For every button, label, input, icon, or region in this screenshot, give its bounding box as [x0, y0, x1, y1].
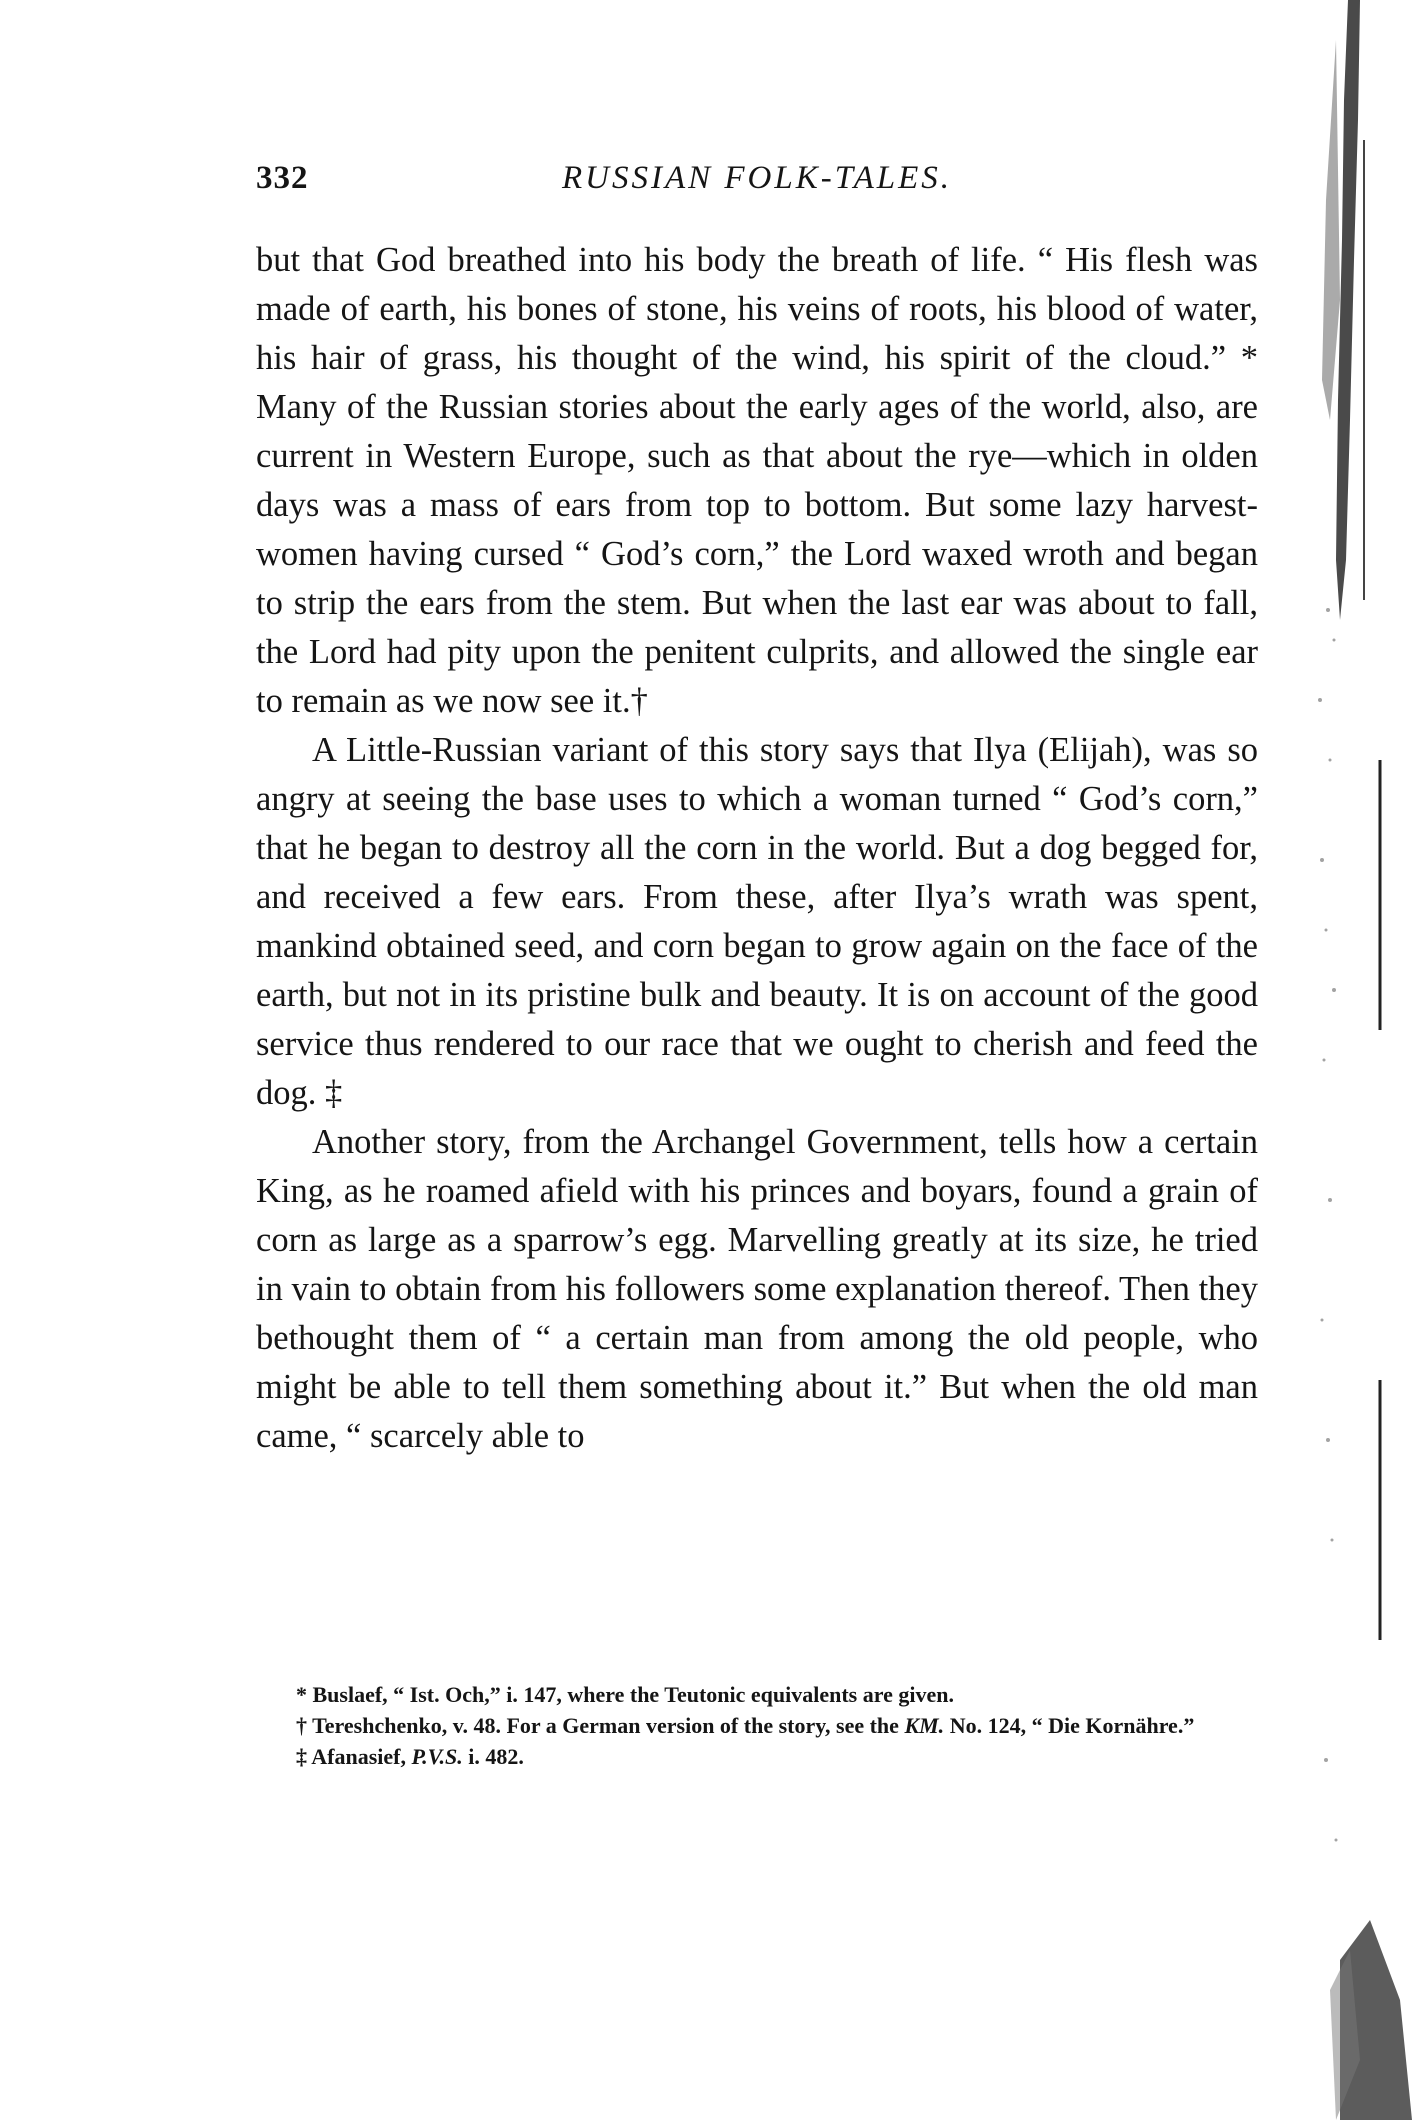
footnote-italic: KM. [904, 1713, 945, 1738]
page-number: 332 [256, 160, 309, 196]
footnote-text: i. 482. [462, 1744, 524, 1769]
page-header [256, 160, 1258, 210]
footnote-text: Buslaef, “ Ist. Och,” i. 147, where the Teutonic equivalents are given. [312, 1682, 954, 1707]
paragraph-2: A Little-Russian variant of this story says that Ilya (Elijah), was so angry at seeing the base uses to which a woman turned “ God’s corn,” that he began to destroy all the corn in the world. But a dog begged for, and received a few ears. From these, after Ilya’s wrath was spent, mankind obtained seed, and corn began to grow again on the face of the earth, but not in its pristine bulk and beauty. It is on account of the good service thus rendered to our race that we ought to cherish and feed the dog. ‡ [256, 731, 1258, 1112]
footnote-1 [256, 1679, 1258, 1710]
footnote-mark: * [296, 1682, 307, 1707]
footnote-2 [256, 1710, 1258, 1741]
footnote-text: No. 124, “ Die Kornähre.” [944, 1713, 1195, 1738]
paragraph-1: but that God breathed into his body the breath of life. “ His flesh was made of earth, his bones of stone, his veins of roots, his blood of water, his hair of grass, his thought of the wind, his spirit of the cloud.” * Many of the Russian stories about the early ages of the world, also, are current in Western Europe, such as that about the rye—which in olden days was a mass of ears from top to bottom. But some lazy harvest-women having cursed “ God’s corn,” the Lord waxed wroth and began to strip the ears from the stem. But when the last ear was about to fall, the Lord had pity upon the penitent culprits, and allowed the single ear to remain as we now see it.† [256, 241, 1258, 720]
footnotes [256, 1679, 1258, 1772]
paragraph-3: Another story, from the Archangel Government, tells how a certain King, as he roamed afield with his princes and boyars, found a grain of corn as large as a sparrow’s egg. Marvelling greatly at its size, he tried in vain to obtain from his followers some explanation thereof. Then they bethought them of “ a certain man from among the old people, who might be able to tell them something about it.” But when the old man came, “ scarcely able to [256, 1123, 1258, 1455]
footnote-italic: P.V.S. [411, 1744, 463, 1769]
footnote-mark: † [296, 1713, 307, 1738]
footnote-3 [256, 1741, 1258, 1772]
footnote-text: Tereshchenko, v. 48. For a German version of the story, see the [312, 1713, 905, 1738]
scan-edge-artifact [1300, 0, 1418, 2120]
footnote-text: Afanasief, [311, 1744, 412, 1769]
footnote-mark: ‡ [296, 1744, 307, 1769]
body-text [256, 236, 1258, 1461]
running-title: RUSSIAN FOLK-TALES. [561, 160, 953, 196]
